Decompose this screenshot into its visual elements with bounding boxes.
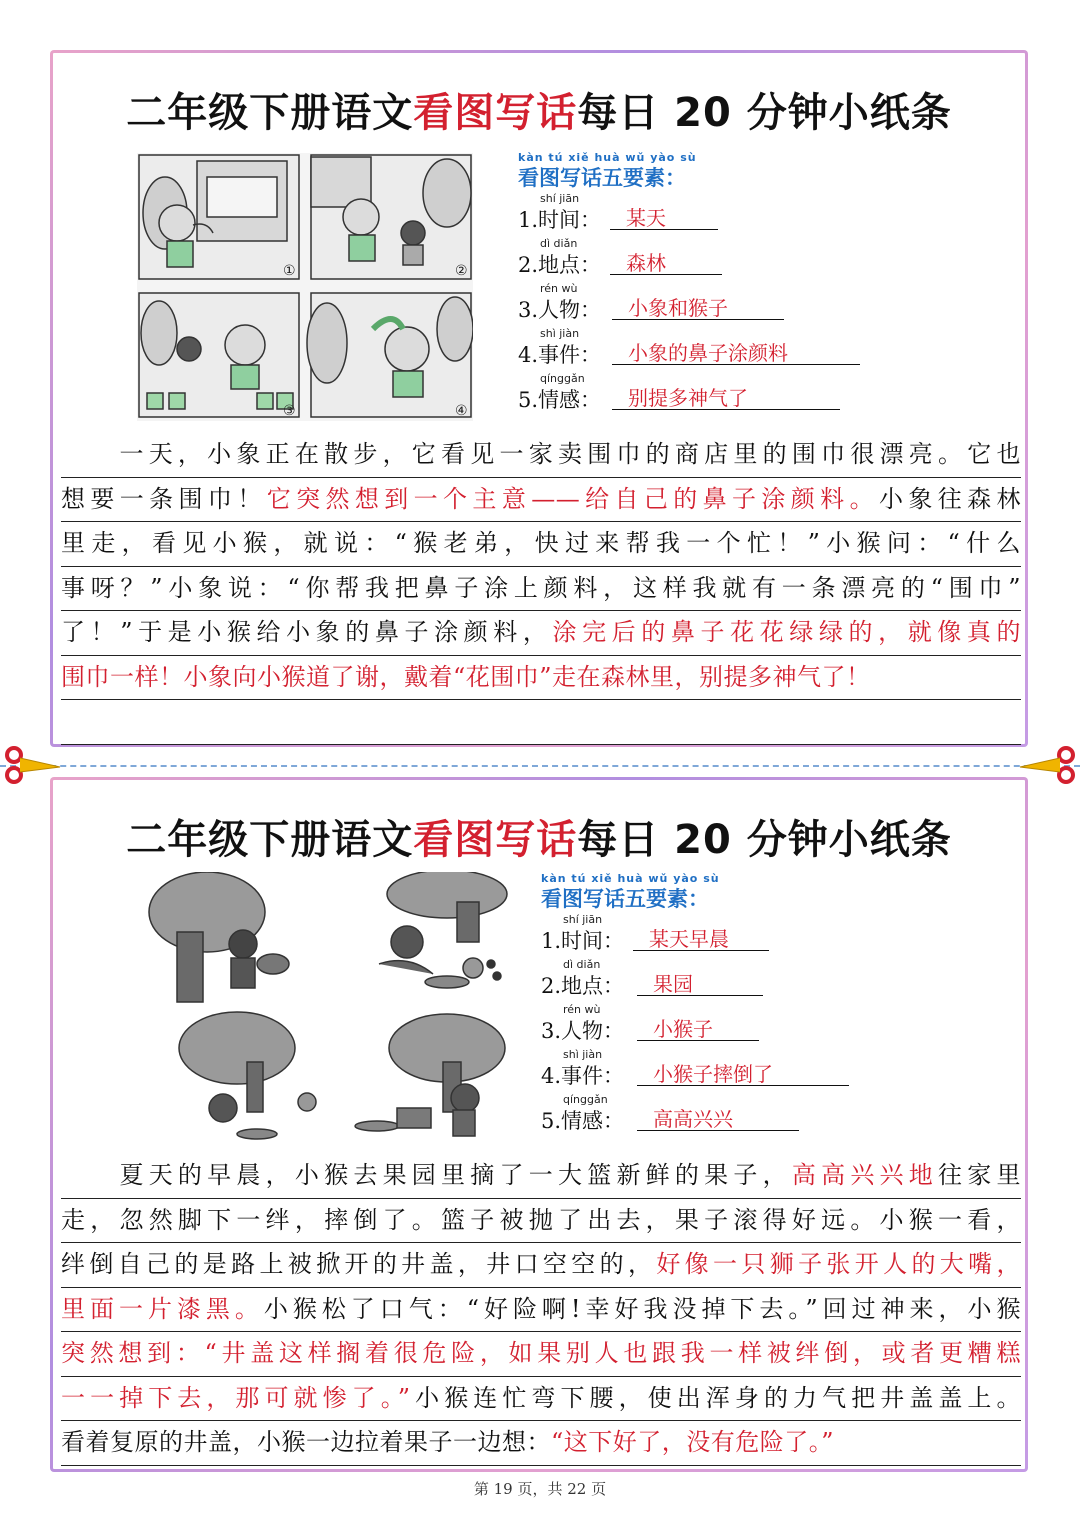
elements-heading: 看图写话五要素： (541, 886, 709, 911)
essay-line (61, 1332, 1021, 1377)
element-row-characters (518, 282, 878, 327)
cut-line (0, 765, 1080, 767)
row-pinyin: qínggǎn (540, 372, 585, 385)
essay-line (61, 656, 1021, 701)
essay-line (61, 478, 1021, 523)
row-label: 3.人物： (541, 1019, 625, 1043)
card-title (53, 81, 1025, 138)
element-row-characters (541, 1003, 901, 1048)
essay-segment: 绊倒自己的是路上被掀开的井盖，井口空空的， (61, 1250, 657, 1278)
row-pinyin: dì diǎn (563, 958, 601, 971)
essay-segment: 想要一条围巾！ (61, 484, 267, 513)
elements-pinyin: kàn tú xiě huà wǔ yào sù (541, 872, 720, 885)
title-part: 二年级下册语文 (126, 817, 414, 863)
essay-segment: 夏天的早晨，小猴去果园里摘了一大篮新鲜的果子， (61, 1161, 792, 1189)
element-row-event (518, 327, 878, 372)
essay-highlight: “这下好了，没有危险了。” (551, 1428, 835, 1456)
title-highlight: 看图写话 (413, 817, 578, 863)
row-label: 4.事件： (541, 1064, 625, 1088)
essay-line (61, 1243, 1021, 1288)
essay-line (61, 567, 1021, 612)
element-row-event (541, 1048, 901, 1093)
element-row-time (518, 192, 878, 237)
page-footer: 第 19 页，共 22 页 (473, 1480, 607, 1498)
essay-highlight: 里面一片漆黑。 (61, 1294, 264, 1323)
essay-highlight: 高高兴兴地 (791, 1161, 939, 1189)
row-answer: 小象和猴子 (612, 292, 784, 320)
essay-segment: 小象往森林 (878, 484, 1021, 513)
essay-line (61, 522, 1021, 567)
row-answer: 别提多神气了 (612, 382, 840, 410)
row-answer: 某天 (610, 202, 718, 230)
panel-number: ③ (283, 403, 296, 419)
row-answer: 小象的鼻子涂颜料 (612, 337, 860, 365)
row-answer: 果园 (637, 968, 763, 996)
row-pinyin: qínggǎn (563, 1093, 608, 1106)
essay-line (61, 1199, 1021, 1244)
comic-illustration-monkey (147, 872, 527, 1144)
title-part: 每日 20 分钟小纸条 (577, 817, 952, 863)
essay-highlight: 涂完后的鼻子花花绿绿的，就像真的 (552, 618, 1021, 646)
element-row-feeling (541, 1093, 901, 1138)
row-label: 2.地点： (518, 253, 602, 277)
essay-segment: 事呀？”小象说：“你帮我把鼻子涂上颜料，这样我就有一条漂亮的“围巾” (61, 573, 1021, 602)
essay-segment: 里走，看见小猴，就说：“猴老弟，快过来帮我一个忙！”小猴问：“什么 (61, 529, 1021, 557)
essay-highlight: 一一掉下去，那可就惨了。” (61, 1383, 411, 1412)
title-part: 二年级下册语文 (126, 90, 414, 136)
panel-number: ① (283, 263, 296, 279)
panel-number: ④ (455, 403, 468, 419)
essay-highlight: 突然想到：“井盖这样搁着很危险，如果别人也跟我一样被绊倒，或者更糟糕 (61, 1339, 1021, 1367)
essay-highlight: 它突然想到一个主意——给自己的鼻子涂颜料。 (266, 484, 879, 513)
essay-line (61, 1377, 1021, 1422)
row-pinyin: shí jiān (540, 192, 580, 205)
row-answer: 高高兴兴 (637, 1103, 799, 1131)
worksheet-card-2 (50, 777, 1028, 1472)
element-row-time (541, 913, 901, 958)
essay-line (61, 1421, 1021, 1466)
title-part: 每日 20 分钟小纸条 (577, 90, 952, 136)
comic-illustration-elephant (137, 153, 473, 421)
row-pinyin: rén wù (540, 282, 578, 295)
essay-line (61, 1288, 1021, 1333)
element-row-place (541, 958, 901, 1003)
panel-number: ② (455, 263, 468, 279)
essay-line (61, 433, 1021, 478)
row-label: 5.情感： (518, 388, 602, 412)
essay-segment: 走，忽然脚下一绊，摔倒了。篮子被抛了出去，果子滚得好远。小猴一看， (61, 1205, 1021, 1234)
row-pinyin: rén wù (563, 1003, 601, 1016)
row-pinyin: shì jiàn (563, 1048, 603, 1061)
essay-segment: 了！”于是小猴给小象的鼻子涂颜料， (61, 618, 553, 646)
five-elements-panel (518, 151, 878, 417)
card-title (53, 808, 1025, 865)
elements-pinyin: kàn tú xiě huà wǔ yào sù (518, 151, 697, 164)
essay-line (61, 700, 1021, 745)
essay-highlight: 好像一只狮子张开人的大嘴， (656, 1250, 1021, 1278)
essay-segment: 小猴松了口气：“好险啊!幸好我没掉下去。”回过神来，小猴 (263, 1294, 1021, 1323)
essay-segment: 往家里 (938, 1161, 1021, 1189)
element-row-feeling (518, 372, 878, 417)
five-elements-panel (541, 872, 901, 1138)
essay-line (61, 1154, 1021, 1199)
row-answer: 小猴子摔倒了 (637, 1058, 849, 1086)
row-answer: 某天早晨 (633, 923, 769, 951)
row-answer: 小猴子 (637, 1013, 759, 1041)
essay-highlight: 围巾一样！小象向小猴道了谢，戴着“花围巾”走在森林里，别提多神气了！ (61, 662, 871, 691)
row-label: 5.情感： (541, 1109, 625, 1133)
essay-segment: 一天，小象正在散步，它看见一家卖围巾的商店里的围巾很漂亮。它也 (61, 440, 1021, 468)
elements-heading: 看图写话五要素： (518, 165, 686, 190)
essay-segment: 小猴连忙弯下腰，使出浑身的力气把井盖盖上。 (410, 1383, 1021, 1412)
row-pinyin: shí jiān (563, 913, 603, 926)
element-row-place (518, 237, 878, 282)
essay-text (61, 433, 1021, 745)
essay-segment: 看着复原的井盖，小猴一边拉着果子一边想： (61, 1428, 551, 1456)
essay-line (61, 611, 1021, 656)
row-pinyin: shì jiàn (540, 327, 580, 340)
row-label: 2.地点： (541, 974, 625, 998)
title-highlight: 看图写话 (413, 90, 578, 136)
row-label: 1.时间： (541, 929, 625, 953)
row-label: 4.事件： (518, 343, 602, 367)
row-answer: 森林 (610, 247, 722, 275)
row-pinyin: dì diǎn (540, 237, 578, 250)
worksheet-card-1 (50, 50, 1028, 747)
essay-text (61, 1154, 1021, 1466)
row-label: 3.人物： (518, 298, 602, 322)
row-label: 1.时间： (518, 208, 602, 232)
